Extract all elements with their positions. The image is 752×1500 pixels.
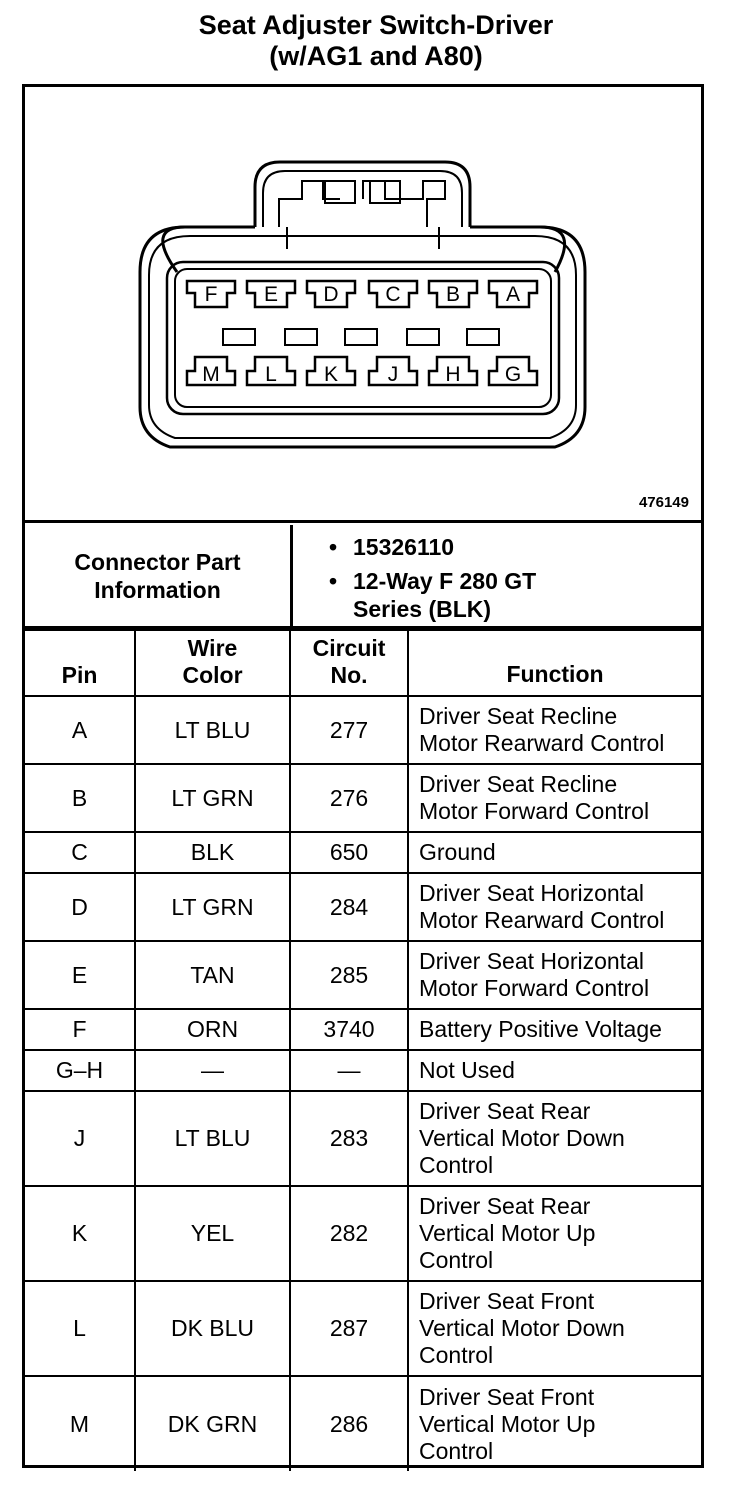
wire-color-cell: LT GRN (135, 873, 290, 941)
connector-diagram (25, 87, 701, 523)
function-cell (408, 1186, 701, 1281)
function-line: Battery Positive Voltage (419, 1016, 662, 1042)
title-line-2: (w/AG1 and A80) (269, 41, 483, 71)
terminal-label: B (445, 283, 461, 306)
connector-description (323, 567, 593, 623)
terminal-label: K (323, 363, 339, 386)
wire-color-cell: LT BLU (135, 1091, 290, 1186)
table-row (25, 1050, 701, 1091)
table-row (25, 1186, 701, 1281)
function-line: Control (419, 1342, 494, 1368)
table-row (25, 696, 701, 764)
function-line: Driver Seat Recline (419, 703, 618, 729)
connector-face-drawing (25, 87, 701, 523)
connector-info-row (25, 525, 701, 626)
header-circuit-no: Circuit No. (290, 630, 408, 696)
function-line: Vertical Motor Up (419, 1410, 596, 1437)
pin-cell: A (25, 696, 135, 764)
wire-color-cell: TAN (135, 941, 290, 1009)
figure-number: 476149 (638, 494, 689, 511)
table-row (25, 1009, 701, 1050)
terminal-label: J (387, 363, 399, 386)
function-line: Control (419, 1247, 494, 1273)
function-cell (408, 1091, 701, 1186)
terminal-label: E (263, 283, 279, 306)
terminal-label: D (323, 283, 339, 306)
connector-info-label (25, 525, 290, 626)
circuit-cell: 650 (290, 832, 408, 873)
terminal-label: L (265, 363, 277, 386)
connector-info-label-line-2: Information (94, 576, 221, 603)
function-line: Control (419, 1437, 494, 1464)
pin-cell: J (25, 1091, 135, 1186)
function-cell (408, 1050, 701, 1091)
wire-color-cell: LT GRN (135, 764, 290, 832)
circuit-cell: 287 (290, 1281, 408, 1376)
circuit-cell: 286 (290, 1376, 408, 1471)
circuit-cell: 277 (290, 696, 408, 764)
terminal-label: M (202, 363, 220, 386)
pin-cell: M (25, 1376, 135, 1471)
pin-cell: D (25, 873, 135, 941)
wire-color-cell: LT BLU (135, 696, 290, 764)
connector-description-text: 12-Way F 280 GT Series (BLK) (353, 568, 537, 622)
pin-cell: K (25, 1186, 135, 1281)
function-line: Vertical Motor Down (419, 1315, 625, 1341)
pin-cell: B (25, 764, 135, 832)
table-row (25, 832, 701, 873)
header-function: Function (408, 630, 701, 696)
function-cell (408, 941, 701, 1009)
function-line: Driver Seat Horizontal (419, 948, 644, 974)
function-line: Motor Rearward Control (419, 907, 665, 933)
function-line: Driver Seat Rear (419, 1193, 591, 1219)
circuit-cell: 284 (290, 873, 408, 941)
function-cell (408, 1009, 701, 1050)
terminal-label: A (505, 283, 521, 306)
header-wire-color: Wire Color (135, 630, 290, 696)
function-line: Driver Seat Horizontal (419, 880, 644, 906)
connector-part-number: • 15326110 (323, 533, 593, 561)
circuit-cell: — (290, 1050, 408, 1091)
wire-color-cell: BLK (135, 832, 290, 873)
pinout-table (25, 629, 701, 1471)
terminal-label: F (204, 283, 218, 306)
function-line: Motor Forward Control (419, 798, 650, 824)
table-row (25, 941, 701, 1009)
pin-cell: E (25, 941, 135, 1009)
wire-color-cell: ORN (135, 1009, 290, 1050)
pin-cell: C (25, 832, 135, 873)
wire-color-cell: DK GRN (135, 1376, 290, 1471)
terminal-label: H (445, 363, 461, 386)
divider (25, 520, 701, 523)
function-line: Not Used (419, 1057, 515, 1083)
function-line: Control (419, 1152, 494, 1178)
terminal-label: C (385, 283, 401, 306)
pin-cell: G–H (25, 1050, 135, 1091)
function-line: Vertical Motor Down (419, 1125, 625, 1151)
function-line: Driver Seat Rear (419, 1098, 591, 1124)
function-cell (408, 873, 701, 941)
table-row (25, 764, 701, 832)
function-line: Ground (419, 839, 496, 865)
terminal-label: G (504, 363, 522, 386)
connector-info-label-line-1: Connector Part (74, 548, 241, 575)
circuit-cell: 276 (290, 764, 408, 832)
function-cell (408, 696, 701, 764)
header-pin: Pin (25, 630, 135, 696)
circuit-cell: 3740 (290, 1009, 408, 1050)
circuit-cell: 283 (290, 1091, 408, 1186)
function-cell (408, 1376, 701, 1471)
table-row (25, 873, 701, 941)
circuit-cell: 285 (290, 941, 408, 1009)
table-row (25, 1091, 701, 1186)
function-line: Motor Forward Control (419, 975, 650, 1001)
pin-cell: F (25, 1009, 135, 1050)
function-cell (408, 832, 701, 873)
function-cell (408, 764, 701, 832)
table-header-row (25, 630, 701, 696)
divider (290, 525, 293, 626)
function-line: Vertical Motor Up (419, 1220, 596, 1246)
function-cell (408, 1281, 701, 1376)
circuit-cell: 282 (290, 1186, 408, 1281)
page-title (0, 10, 752, 72)
function-line: Motor Rearward Control (419, 730, 665, 756)
function-line: Driver Seat Front (419, 1288, 595, 1314)
wire-color-cell: DK BLU (135, 1281, 290, 1376)
wire-color-cell: YEL (135, 1186, 290, 1281)
function-line: Driver Seat Recline (419, 771, 618, 797)
connector-info-list (323, 533, 593, 629)
wire-color-cell: — (135, 1050, 290, 1091)
pin-cell: L (25, 1281, 135, 1376)
table-row (25, 1281, 701, 1376)
function-line: Driver Seat Front (419, 1383, 595, 1410)
title-line-1: Seat Adjuster Switch-Driver (198, 10, 554, 40)
connector-frame (22, 84, 704, 1468)
table-row (25, 1376, 701, 1471)
